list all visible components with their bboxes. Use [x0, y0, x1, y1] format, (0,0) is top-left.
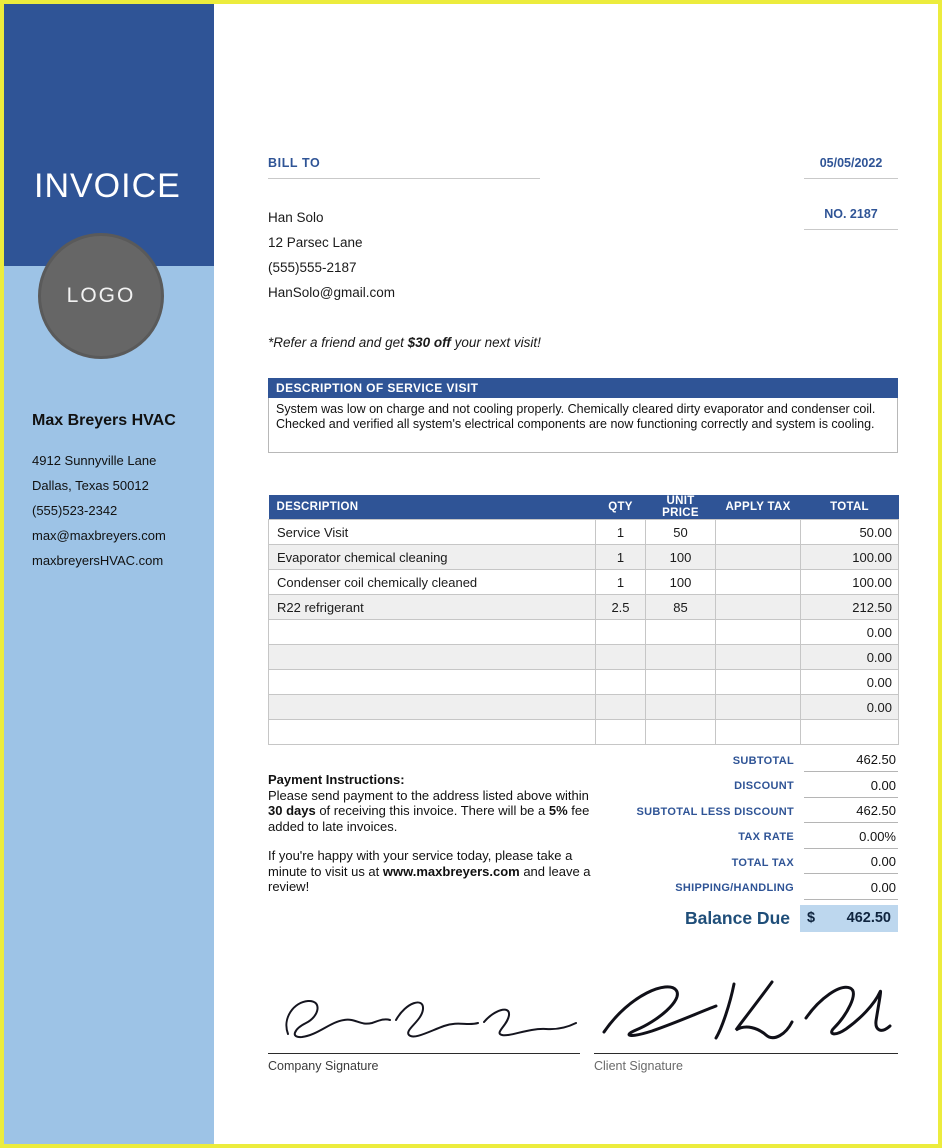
payment-text: of receiving this invoice. There will be a: [315, 803, 549, 818]
logo-placeholder-icon: [38, 233, 164, 359]
col-header-qty: QTY: [596, 495, 646, 520]
referral-note: [268, 335, 541, 350]
customer-email: HanSolo@gmail.com: [268, 285, 396, 300]
cell-unit-price: 50: [646, 520, 716, 545]
invoice-number-underline: [804, 229, 898, 230]
balance-due-value: 462.50: [846, 910, 891, 926]
table-row: [269, 645, 899, 670]
referral-note-offer: $30 off: [407, 335, 451, 350]
payment-paragraph: [268, 788, 592, 835]
summary-label: TOTAL TAX: [731, 856, 794, 869]
balance-due-label: Balance Due: [684, 907, 790, 928]
cell-description: Evaporator chemical cleaning: [269, 545, 596, 570]
cell-unit-price: [646, 720, 716, 745]
col-header-description: DESCRIPTION: [269, 495, 596, 520]
table-row: [269, 570, 899, 595]
company-name: Max Breyers HVAC: [32, 412, 176, 429]
company-email: max@maxbreyers.com: [32, 528, 166, 543]
cell-unit-price: [646, 620, 716, 645]
cell-apply-tax: [716, 570, 801, 595]
invoice-title: INVOICE: [34, 167, 181, 205]
cell-total: 0.00: [801, 695, 899, 720]
currency-symbol: $: [807, 910, 816, 926]
col-header-total: TOTAL: [801, 495, 899, 520]
payment-text: fee added to late invoices.: [268, 803, 590, 834]
cell-apply-tax: [716, 720, 801, 745]
company-signature-image: [272, 990, 584, 1054]
referral-note-text: your next visit!: [450, 335, 541, 350]
bill-to-label: BILL TO: [268, 156, 321, 170]
cell-total: 212.50: [801, 595, 899, 620]
summary-value: 0.00: [804, 851, 898, 874]
summary-label: TAX RATE: [738, 831, 794, 844]
client-signature-line: [594, 1053, 898, 1054]
balance-due-row: [478, 904, 898, 932]
summary-label: SHIPPING/HANDLING: [675, 882, 794, 895]
company-address-line: 4912 Sunnyville Lane: [32, 453, 157, 468]
service-visit-description: System was low on charge and not cooling properly. Chemically cleared dirty evaporator and condenser coil. Checked and verified all system's electrical components are now functioning correctly and system is cooling.: [268, 398, 898, 453]
cell-total: 0.00: [801, 645, 899, 670]
cell-apply-tax: [716, 695, 801, 720]
summary-label: DISCOUNT: [734, 780, 794, 793]
cell-apply-tax: [716, 645, 801, 670]
logo-text: LOGO: [66, 284, 136, 307]
service-visit-header: DESCRIPTION OF SERVICE VISIT: [268, 378, 898, 398]
invoice-date: 05/05/2022: [819, 156, 883, 170]
table-row: [269, 595, 899, 620]
cell-qty: 1: [596, 545, 646, 570]
cell-description: Service Visit: [269, 520, 596, 545]
table-row: [269, 520, 899, 545]
table-row: [269, 545, 899, 570]
summary-value: 0.00: [804, 877, 898, 900]
summary-row-subtotal: [478, 748, 898, 774]
client-signature-label: Client Signature: [594, 1059, 683, 1073]
cell-qty: [596, 720, 646, 745]
cell-total: [801, 720, 899, 745]
spacer: [268, 834, 592, 848]
cell-total: 100.00: [801, 545, 899, 570]
client-signature-image: [594, 972, 898, 1054]
cell-unit-price: 85: [646, 595, 716, 620]
summary-value: 0.00: [804, 775, 898, 798]
invoice-body: [268, 4, 898, 1144]
cell-qty: [596, 620, 646, 645]
cell-unit-price: 100: [646, 570, 716, 595]
cell-description: R22 refrigerant: [269, 595, 596, 620]
cell-unit-price: 100: [646, 545, 716, 570]
sidebar-header-band: [4, 4, 214, 266]
cell-qty: [596, 645, 646, 670]
cell-description: Condenser coil chemically cleaned: [269, 570, 596, 595]
payment-text-bold: 5%: [548, 803, 568, 818]
company-website: maxbreyersHVAC.com: [32, 553, 164, 568]
cell-apply-tax: [716, 520, 801, 545]
review-paragraph: [268, 848, 592, 895]
cell-total: 100.00: [801, 570, 899, 595]
cell-apply-tax: [716, 620, 801, 645]
payment-text: and leave a review!: [268, 863, 591, 894]
summary-label: SUBTOTAL LESS DISCOUNT: [636, 805, 794, 818]
company-website-bold: www.maxbreyers.com: [382, 863, 520, 879]
cell-unit-price: [646, 695, 716, 720]
table-row: [269, 670, 899, 695]
summary-value: 0.00%: [804, 826, 898, 849]
company-signature-label: Company Signature: [268, 1059, 379, 1073]
cell-qty: 1: [596, 570, 646, 595]
cell-description: [269, 695, 596, 720]
customer-address: 12 Parsec Lane: [268, 235, 363, 250]
cell-qty: 1: [596, 520, 646, 545]
cell-total: 0.00: [801, 620, 899, 645]
line-items-table: [268, 495, 899, 745]
summary-value: 462.50: [804, 800, 898, 823]
cell-qty: 2.5: [596, 595, 646, 620]
cell-unit-price: [646, 645, 716, 670]
customer-phone: (555)555-2187: [268, 260, 357, 275]
cell-apply-tax: [716, 595, 801, 620]
cell-qty: [596, 670, 646, 695]
payment-instructions: [268, 772, 592, 895]
cell-description: [269, 645, 596, 670]
table-row: [269, 695, 899, 720]
cell-qty: [596, 695, 646, 720]
col-header-apply-tax: APPLY TAX: [716, 495, 801, 520]
payment-instructions-title: Payment Instructions:: [268, 772, 405, 787]
payment-text: Please send payment to the address listed above within: [268, 787, 589, 803]
cell-description: [269, 620, 596, 645]
customer-info: [268, 205, 395, 305]
customer-name: Han Solo: [268, 210, 324, 225]
company-address-block: [32, 448, 206, 573]
invoice-date-underline: [804, 178, 898, 179]
cell-unit-price: [646, 670, 716, 695]
summary-label: SUBTOTAL: [732, 754, 794, 767]
cell-description: [269, 670, 596, 695]
cell-total: 0.00: [801, 670, 899, 695]
bill-to-underline: [268, 178, 540, 179]
cell-description: [269, 720, 596, 745]
company-phone: (555)523-2342: [32, 503, 118, 518]
table-row: [269, 720, 899, 745]
invoice-number: NO. 2187: [824, 207, 878, 221]
sidebar: [4, 4, 214, 1144]
summary-value: 462.50: [804, 749, 898, 772]
balance-due-amount: [800, 905, 898, 932]
table-row: [269, 620, 899, 645]
cell-total: 50.00: [801, 520, 899, 545]
cell-apply-tax: [716, 545, 801, 570]
company-address-line: Dallas, Texas 50012: [32, 478, 149, 493]
payment-text: If you're happy with your service today, please take a minute to visit us at: [268, 848, 573, 879]
payment-text-bold: 30 days: [268, 803, 316, 818]
items-header-row: [269, 495, 899, 520]
cell-apply-tax: [716, 670, 801, 695]
company-signature-line: [268, 1053, 580, 1054]
col-header-unit-price: UNIT PRICE: [646, 495, 716, 520]
referral-note-text: *Refer a friend and get: [268, 335, 408, 350]
